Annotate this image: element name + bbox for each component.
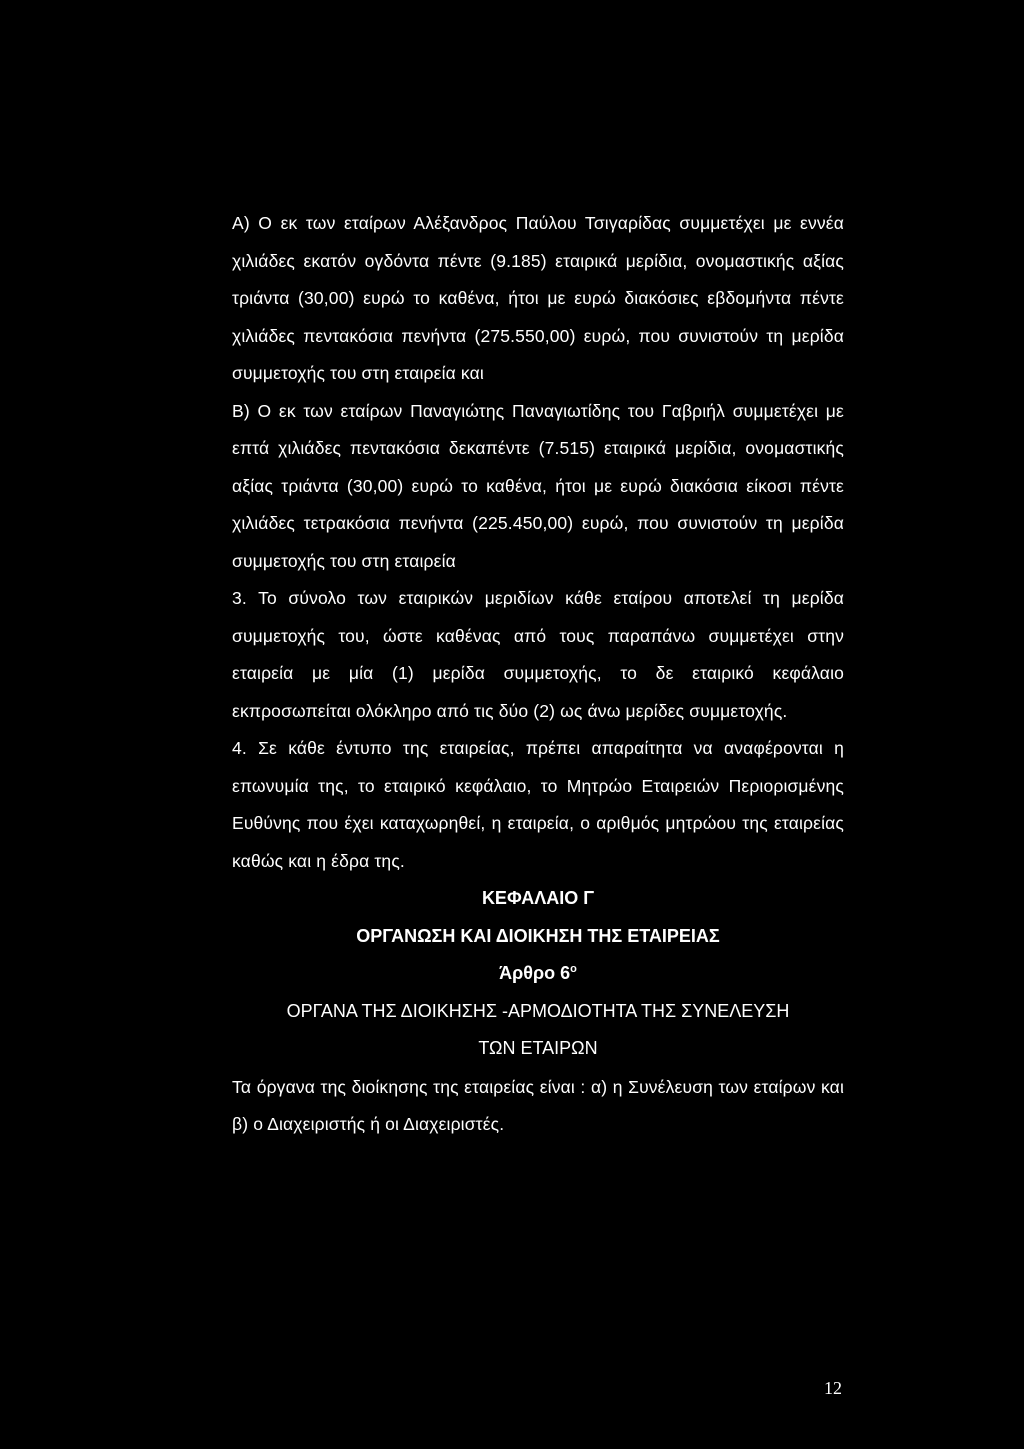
chapter-title: ΟΡΓΑΝΩΣΗ ΚΑΙ ΔΙΟΙΚΗΣΗ ΤΗΣ ΕΤΑΙΡΕΙΑΣ [356,925,720,946]
paragraph-item-3: 3. Το σύνολο των εταιρικών μεριδίων κάθε εταίρου αποτελεί τη μερίδα συμμετοχής του, ώστε καθένας από τους παραπάνω συμμετέχει στην εταιρεία με μία (1) μερίδα συμμετοχής, το δε εταιρικό κεφάλαιο εκπροσωπείται ολόκληρο από τις δύο (2) ως άνω μερίδες συμμετοχής. [232,588,844,721]
document-body [232,205,844,1144]
article-title-line-1: ΟΡΓΑΝΑ ΤΗΣ ΔΙΟΙΚΗΣΗΣ -ΑΡΜΟΔΙΟΤΗΤΑ ΤΗΣ ΣΥΝΕΛΕΥΣΗ [286,1000,790,1021]
paragraph-partner-b: Β) Ο εκ των εταίρων Παναγιώτης Παναγιωτίδης του Γαβριήλ συμμετέχει με επτά χιλιάδες πεντακόσια δεκαπέντε (7.515) εταιρικά μερίδια, ονομαστικής αξίας τριάντα (30,00) ευρώ το καθένα, ήτοι με ευρώ διακόσια είκοσι πέντε χιλιάδες τετρακόσια πενήντα (225.450,00) ευρώ, που συνιστούν τη μερίδα συμμετοχής του στη εταιρεία [232,400,844,571]
article-heading [232,955,844,993]
paragraph-closing: Τα όργανα της διοίκησης της εταιρείας είναι : α) η Συνέλευση των εταίρων και β) ο Διαχειριστής ή οι Διαχειριστές. [232,1076,844,1134]
paragraph-partner-a: Α) Ο εκ των εταίρων Αλέξανδρος Παύλου Τσιγαρίδας συμμετέχει με εννέα χιλιάδες εκατόν ογδόντα πέντε (9.185) εταιρικά μερίδια, ονομαστικής αξίας τριάντα (30,00) ευρώ το καθένα, ήτοι με ευρώ διακόσιες εβδομήντα πέντε χιλιάδες πεντακόσια πενήντα (275.550,00) ευρώ, που συνιστούν τη μερίδα συμμετοχής του στη εταιρεία και [232,213,844,383]
article-superscript: ο [570,963,577,975]
paragraph-item-4: 4. Σε κάθε έντυπο της εταιρείας, πρέπει απαραίτητα να αναφέρονται η επωνυμία της, το εταιρικό κεφάλαιο, το Μητρώο Εταιρειών Περιορισμένης Ευθύνης που έχει καταχωρηθεί, η εταιρεία, ο αριθμός μητρώου της εταιρείας καθώς και η έδρα της. [232,738,844,871]
chapter-heading: ΚΕΦΑΛΑΙΟ Γ [481,888,595,908]
page-number: 12 [824,1378,842,1398]
article-label: Άρθρο 6 [499,963,571,983]
article-title-line-2: ΤΩΝ ΕΤΑΙΡΩΝ [478,1038,598,1058]
